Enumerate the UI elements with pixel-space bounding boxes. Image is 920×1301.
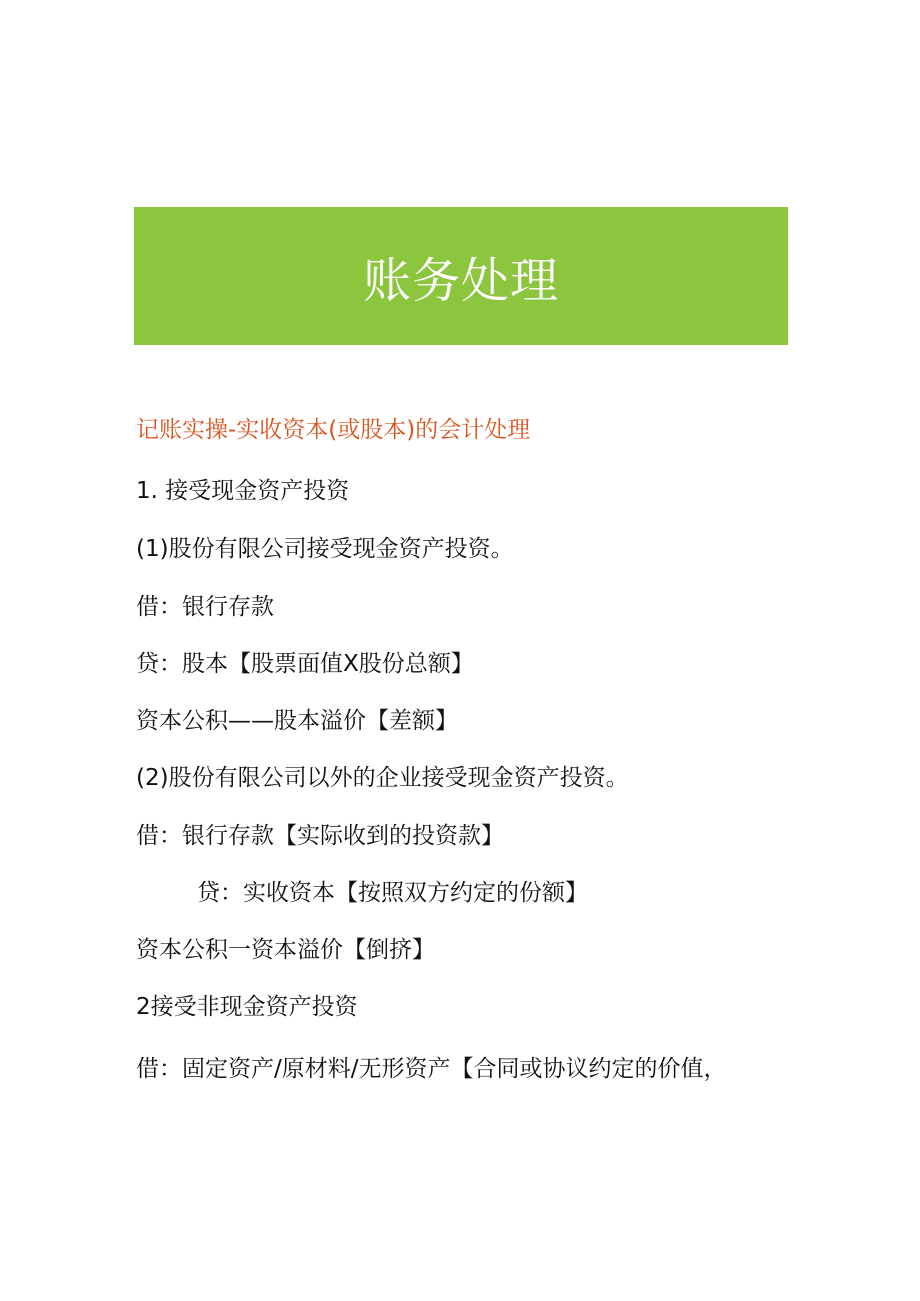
text-line-debit-fixed-assets: 借：固定资产/原材料/无形资产【合同或协议约定的价值， bbox=[136, 1056, 727, 1082]
section-heading: 记账实操-实收资本(或股本)的会计处理 bbox=[136, 417, 531, 443]
text-line-noncash-investment-heading: 2接受非现金资产投资 bbox=[136, 994, 358, 1020]
title-banner bbox=[134, 207, 788, 345]
page-title: 账务处理 bbox=[362, 252, 559, 309]
text-line-debit-bank-deposit: 借：银行存款 bbox=[136, 594, 274, 620]
text-line-credit-paid-in-capital: 贷：实收资本【按照双方约定的份额】 bbox=[197, 880, 588, 906]
text-line-joint-stock-company: (1)股份有限公司接受现金资产投资。 bbox=[136, 536, 514, 562]
text-line-credit-share-capital: 贷：股本【股票面值X股份总额】 bbox=[136, 651, 474, 677]
text-line-capital-reserve-premium-plug: 资本公积一资本溢价【倒挤】 bbox=[136, 937, 435, 963]
text-line-debit-actual-receipt: 借：银行存款【实际收到的投资款】 bbox=[136, 823, 504, 849]
text-line-cash-investment-heading: 1. 接受现金资产投资 bbox=[136, 478, 350, 504]
text-line-capital-reserve-share-premium: 资本公积——股本溢价【差额】 bbox=[136, 708, 458, 734]
text-line-other-enterprises: (2)股份有限公司以外的企业接受现金资产投资。 bbox=[136, 765, 629, 791]
